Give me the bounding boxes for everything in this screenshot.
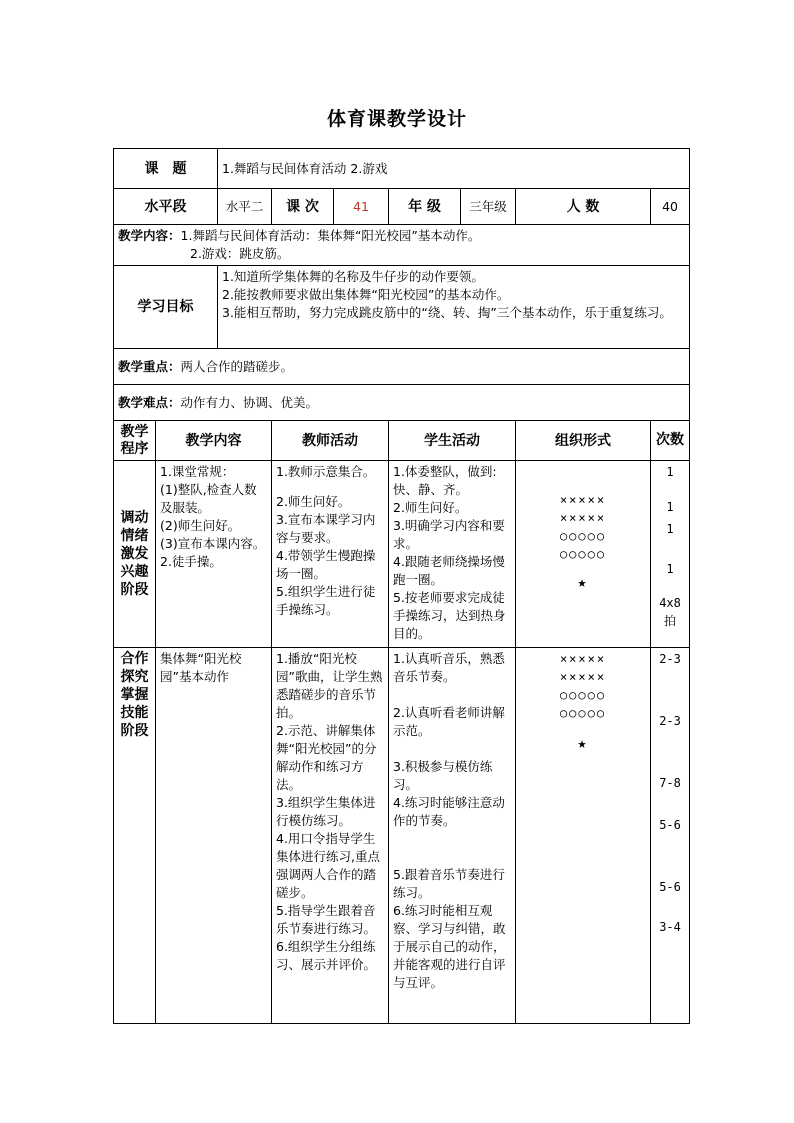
times-item: 2-3 xyxy=(659,714,681,728)
col-student: 学生活动 xyxy=(389,421,516,461)
times-item: 3-4 xyxy=(659,920,681,934)
col-organization: 组织形式 xyxy=(516,421,651,461)
times-item: 5-6 xyxy=(659,818,681,832)
content-row xyxy=(114,225,690,266)
stage-content xyxy=(156,461,272,648)
formation-row-crosses: ××××× xyxy=(559,511,607,525)
lesson-plan-table xyxy=(113,148,690,1024)
student-item: 5.跟着音乐节奏进行练习。 xyxy=(393,867,505,900)
difficulty-value: 动作有力、协调、优美。 xyxy=(180,394,319,410)
stage-teacher xyxy=(272,648,389,1024)
page-title: 体育课教学设计 xyxy=(326,108,467,130)
stage-student xyxy=(389,461,516,648)
times-item: 2-3 xyxy=(659,652,681,666)
teacher-item: 4.带领学生慢跑操场一圈。 xyxy=(276,548,376,581)
stage-formation xyxy=(516,648,651,1024)
stage-times xyxy=(651,461,690,648)
times-item: 5-6 xyxy=(659,880,681,894)
times-item: 1 xyxy=(666,500,674,514)
column-header-row xyxy=(114,421,690,461)
goal-item: 2.能按教师要求做出集体舞“阳光校园”的基本动作。 xyxy=(222,287,510,302)
stage-teacher xyxy=(272,461,389,648)
difficulty xyxy=(114,385,690,421)
teacher-item: 1.教师示意集合。 xyxy=(276,464,376,479)
grade-value: 三年级 xyxy=(461,189,516,225)
times-item: 1 xyxy=(666,562,674,576)
content-item: (1)整队,检查人数及服装。 xyxy=(160,482,257,515)
formation-row-circles: ○○○○○ xyxy=(559,688,607,702)
teacher-item: 2.示范、讲解集体舞“阳光校园”的分解动作和练习方法。 xyxy=(276,723,377,792)
goal-item: 1.知道所学集体舞的名称及牛仔步的动作要领。 xyxy=(222,269,484,284)
lesson-value: 41 xyxy=(334,189,389,225)
key-point-row xyxy=(114,349,690,385)
content-item: 2.徒手操。 xyxy=(160,554,222,569)
formation-row-crosses: ××××× xyxy=(559,493,607,507)
student-item: 5.按老师要求完成徒手操练习，达到热身目的。 xyxy=(393,590,506,641)
stage-times xyxy=(651,648,690,1024)
teacher-star-icon: ★ xyxy=(577,734,589,752)
teaching-content xyxy=(114,225,690,266)
key-point-value: 两人合作的踏磋步。 xyxy=(180,358,294,374)
goals-list xyxy=(218,266,690,349)
key-point-label: 教学重点： xyxy=(118,358,181,374)
formation-row-circles: ○○○○○ xyxy=(559,529,607,543)
content-item: (2)师生问好。 xyxy=(160,518,241,533)
student-item: 3.积极参与模仿练习。 xyxy=(393,759,493,792)
count-label: 人 数 xyxy=(516,189,651,225)
student-item: 2.认真听看老师讲解示范。 xyxy=(393,705,505,738)
col-procedure: 教学程序 xyxy=(114,421,156,461)
teacher-item: 4.用口令指导学生集体进行练习,重点强调两人合作的踏磋步。 xyxy=(276,831,380,900)
teacher-item: 3.组织学生集体进行模仿练习。 xyxy=(276,795,376,828)
level-label: 水平段 xyxy=(114,189,218,225)
stage-formation xyxy=(516,461,651,648)
times-item: 4x8 xyxy=(659,596,681,610)
formation-row-crosses: ××××× xyxy=(559,652,607,666)
content-item: 1.课堂常规： xyxy=(160,464,235,479)
content-line-2: 2.游戏：跳皮筋。 xyxy=(190,246,290,261)
student-item: 2.师生问好。 xyxy=(393,500,468,515)
difficulty-row xyxy=(114,385,690,421)
teacher-item: 3.宣布本课学习内容与要求。 xyxy=(276,512,376,545)
times-item: 拍 xyxy=(664,614,677,628)
level-value: 水平二 xyxy=(218,189,272,225)
stage-content xyxy=(156,648,272,1024)
teacher-item: 6.组织学生分组练习、展示并评价。 xyxy=(276,939,377,972)
formation-row-crosses: ××××× xyxy=(559,670,607,684)
col-times: 次数 xyxy=(651,421,690,461)
formation-row-circles: ○○○○○ xyxy=(559,547,607,561)
goal-item: 3.能相互帮助，努力完成跳皮筋中的“绕、转、掏”三个基本动作，乐于重复练习。 xyxy=(222,305,672,320)
teacher-item: 5.组织学生进行徒手操练习。 xyxy=(276,584,376,617)
goals-row xyxy=(114,266,690,349)
student-item: 1.认真听音乐，熟悉音乐节奏。 xyxy=(393,651,505,684)
teacher-star-icon: ★ xyxy=(577,573,589,591)
teacher-item: 1.播放“阳光校园”歌曲，让学生熟悉踏磋步的音乐节拍。 xyxy=(276,651,383,720)
times-item: 1 xyxy=(666,522,674,536)
col-content: 教学内容 xyxy=(156,421,272,461)
teacher-item: 5.指导学生跟着音乐节奏进行练习。 xyxy=(276,903,377,936)
content-label: 教学内容： xyxy=(118,228,181,243)
content-item: (3)宣布本课内容。 xyxy=(160,536,266,551)
difficulty-label: 教学难点： xyxy=(118,394,181,410)
student-item: 6.练习时能相互观察、学习与纠错，敢于展示自己的动作，并能客观的进行自评与互评。 xyxy=(393,903,506,990)
stage-row xyxy=(114,461,690,648)
student-item: 4.跟随老师绕操场慢跑一圈。 xyxy=(393,554,505,587)
times-item: 1 xyxy=(666,465,674,479)
meta-row xyxy=(114,189,690,225)
content-item: 集体舞“阳光校园”基本动作 xyxy=(160,651,242,684)
teacher-item: 2.师生问好。 xyxy=(276,494,351,509)
count-value: 40 xyxy=(651,189,690,225)
topic-value: 1.舞蹈与民间体育活动 2.游戏 xyxy=(218,149,690,189)
topic-row xyxy=(114,149,690,189)
stage-row xyxy=(114,648,690,1024)
lesson-label: 课 次 xyxy=(272,189,334,225)
content-line-1: 1.舞蹈与民间体育活动：集体舞“阳光校园”基本动作。 xyxy=(180,228,481,243)
col-teacher: 教师活动 xyxy=(272,421,389,461)
formation-row-circles: ○○○○○ xyxy=(559,706,607,720)
stage-student xyxy=(389,648,516,1024)
grade-label: 年 级 xyxy=(389,189,461,225)
student-item: 1.体委整队，做到:快、静、齐。 xyxy=(393,464,497,497)
goals-label: 学习目标 xyxy=(114,266,218,349)
key-point xyxy=(114,349,690,385)
times-item: 7-8 xyxy=(659,776,681,790)
stage-name: 调动情绪激发兴趣阶段 xyxy=(114,461,156,648)
student-item: 4.练习时能够注意动作的节奏。 xyxy=(393,795,505,828)
stage-name: 合作探究掌握技能阶段 xyxy=(114,648,156,1024)
student-item: 3.明确学习内容和要求。 xyxy=(393,518,505,551)
topic-label: 课 题 xyxy=(114,149,218,189)
